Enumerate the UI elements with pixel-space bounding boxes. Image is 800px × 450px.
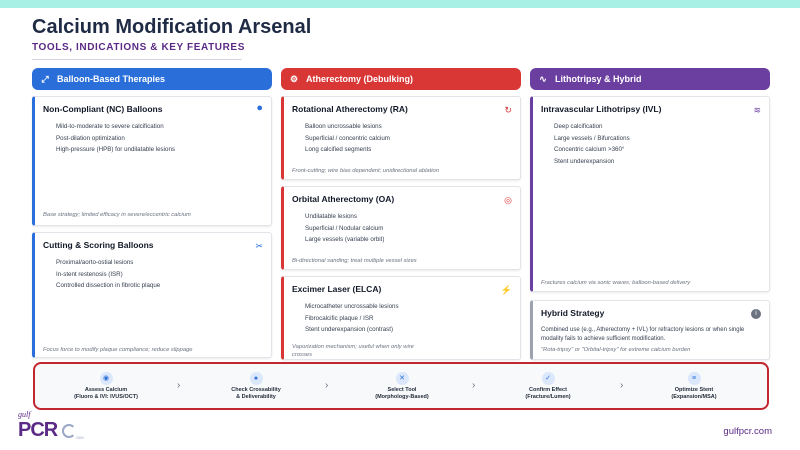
card-nc-balloons: [32, 96, 272, 226]
page-subtitle: TOOLS, INDICATIONS & KEY FEATURES: [32, 42, 245, 53]
card-note: Vaporization mechanism; useful when only wire crosses: [292, 344, 414, 358]
logo-main-text: PCR: [18, 419, 58, 441]
card-title: Intravascular Lithotripsy (IVL): [541, 104, 662, 114]
list-item: Deep calcification: [554, 123, 603, 130]
step-sub: & Deliverability: [236, 393, 276, 400]
chevron-right-icon: ›: [325, 380, 329, 391]
list-item: Mild-to-moderate to severe calcification: [56, 123, 164, 130]
list-item: Post-dilation optimization: [56, 134, 125, 142]
chevron-right-icon: ›: [620, 380, 624, 391]
card-note: Fractures calcium via sonic waves; balloon-based delivery: [541, 280, 691, 286]
list-item: Balloon uncrossable lesions: [305, 123, 382, 130]
logo-top-text: gulf: [18, 410, 31, 419]
list-item: In-stent restenosis (ISR): [56, 270, 123, 278]
card-note: Front-cutting; wire bias dependent; unidirectional ablation: [292, 168, 439, 174]
list-item: Concentric calcium >360°: [554, 146, 625, 153]
target-icon: ◎: [504, 195, 512, 205]
card-orbital-atherectomy: [281, 186, 521, 270]
card-title: Excimer Laser (ELCA): [292, 284, 382, 294]
step-name: Optimize Stent: [674, 387, 714, 393]
footer-url[interactable]: gulfpcr.com: [723, 426, 772, 437]
workflow-step-assess: [51, 372, 161, 401]
column-lithotripsy: [530, 68, 770, 353]
layers-icon: ≡: [688, 372, 701, 385]
chevron-right-icon: ›: [472, 380, 476, 391]
wifi-icon: ≋: [753, 105, 761, 115]
list-item: Superficial / Nodular calcium: [305, 224, 384, 232]
column-header-lithotripsy: [530, 68, 770, 90]
step-name: Assess Calcium: [84, 387, 128, 393]
circle-icon: ●: [256, 102, 263, 114]
refresh-icon: ↻: [504, 105, 512, 115]
list-item: Undilatable lesions: [305, 213, 357, 220]
list-item: Superficial / concentric calcium: [305, 134, 390, 142]
step-sub: (Fluoro & IVI: IVUS/OCT): [74, 393, 138, 400]
workflow-step-optimize: [639, 372, 749, 401]
info-icon: i: [751, 309, 761, 319]
list-item: Long calcified segments: [305, 146, 372, 153]
card-excimer-laser: [281, 276, 521, 360]
list-item: Large vessels (variable orbit): [305, 236, 385, 243]
card-note: Base strategy; limited efficacy in severe/eccentric calcium: [43, 212, 191, 218]
list-item: Stent underexpansion (contrast): [305, 326, 394, 333]
title-divider: [32, 59, 242, 60]
card-title: Non-Compliant (NC) Balloons: [43, 104, 163, 114]
card-note: Bi-directional sanding; treat multiple vessel sizes: [292, 258, 417, 264]
step-sub: (Expansion/MSA): [671, 393, 717, 400]
logo-year-text: GIM: [76, 435, 84, 440]
card-title: Cutting & Scoring Balloons: [43, 240, 154, 250]
card-rotational-atherectomy: [281, 96, 521, 180]
wave-icon: ∿: [539, 73, 547, 84]
card-title: Orbital Atherectomy (OA): [292, 194, 395, 204]
scissors-icon: ✂: [255, 241, 263, 251]
column-balloon: [32, 68, 272, 353]
column-label: Atherectomy (Debulking): [306, 74, 414, 84]
list-item: Stent underexpansion: [554, 157, 615, 165]
step-sub: (Morphology-Based): [375, 393, 429, 400]
check-badge-icon: ✓: [542, 372, 555, 385]
workflow-step-crossability: [201, 372, 311, 401]
column-label: Balloon-Based Therapies: [57, 74, 166, 84]
tools-icon: ✕: [396, 372, 409, 385]
list-item: Fibrocalcific plaque / ISR: [305, 314, 374, 322]
list-item: Large vessels / Bifurcations: [554, 134, 630, 142]
card-note: Focus force to modify plaque compliance; reduce slippage: [43, 347, 193, 353]
card-note: "Rota-tripsy" or "Orbital-tripsy" for extreme calcium burden: [541, 347, 691, 353]
card-title: Rotational Atherectomy (RA): [292, 104, 408, 114]
card-text: Combined use (e.g., Atherectomy + IVL) for refractory lesions or when single modality fails to achieve sufficient modification.: [541, 327, 745, 342]
step-name: Check Crossability: [231, 387, 281, 393]
workflow-step-select-tool: [347, 372, 457, 401]
step-name: Select Tool: [387, 387, 417, 393]
column-header-atherectomy: [281, 68, 521, 90]
column-header-balloon: [32, 68, 272, 90]
workflow-strip: [33, 362, 769, 410]
top-accent-bar: [0, 0, 800, 8]
bolt-icon: ⚡: [500, 285, 512, 295]
list-item: Controlled dissection in fibrotic plaque: [56, 282, 161, 289]
chevron-right-icon: ›: [177, 380, 181, 391]
step-sub: (Fracture/Lumen): [525, 393, 571, 400]
list-item: High-pressure (HPB) for undilatable lesions: [56, 146, 175, 153]
gear-icon: ⚙: [289, 73, 299, 84]
logo-ring-icon: [62, 424, 76, 438]
step-name: Confirm Effect: [529, 387, 567, 393]
gulfpcr-logo: [18, 410, 98, 446]
card-title: Hybrid Strategy: [541, 308, 605, 318]
list-item: Microcatheter uncrossable lesions: [305, 303, 399, 310]
page-title: Calcium Modification Arsenal: [32, 16, 312, 38]
expand-arrows-icon: ⤢: [41, 73, 49, 84]
card-hybrid-strategy: [530, 300, 770, 360]
list-item: Proximal/aorto-ostial lesions: [56, 259, 134, 266]
card-ivl: [530, 96, 770, 292]
eye-icon: ◉: [100, 372, 113, 385]
column-label: Lithotripsy & Hybrid: [555, 74, 642, 84]
card-cutting-balloons: [32, 232, 272, 358]
lungs-icon: ♠: [250, 372, 263, 385]
column-atherectomy: [281, 68, 521, 358]
workflow-step-confirm: [493, 372, 603, 401]
